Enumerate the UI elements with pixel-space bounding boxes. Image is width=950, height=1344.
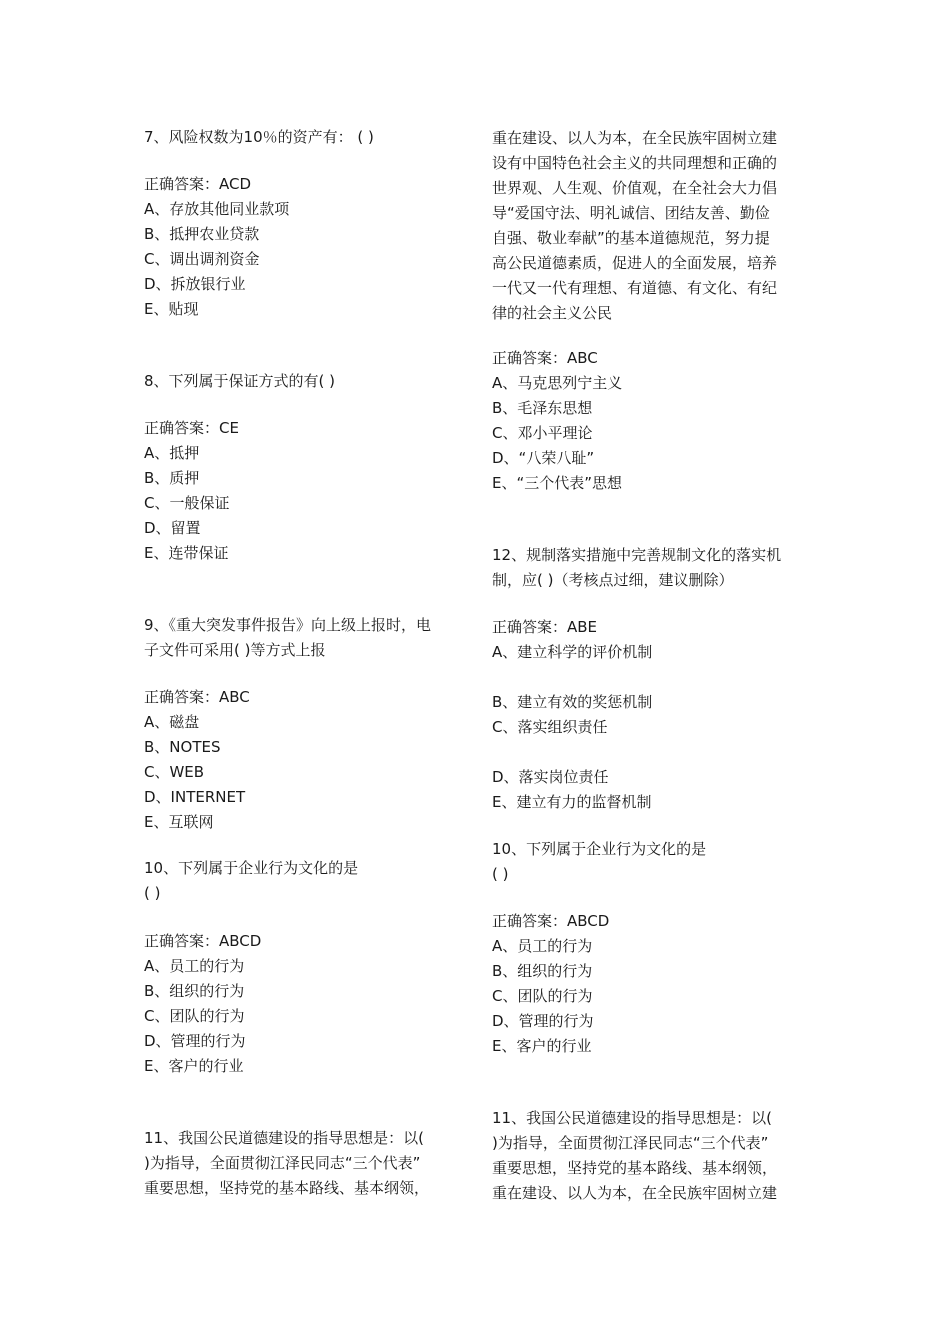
left-question-line: 10、下列属于企业行为文化的是 (144, 859, 359, 877)
left-answer-line: 正确答案：CE (144, 419, 239, 437)
right-answer-line: 正确答案：ABC (492, 349, 598, 367)
right-text-line: 高公民道德素质，促进人的全面发展，培养 (492, 254, 778, 272)
right-option-line: C、邓小平理论 (492, 424, 593, 442)
right-option-line: A、建立科学的评价机制 (492, 643, 653, 661)
left-option-line: E、互联网 (144, 813, 214, 831)
right-text-line: 重在建设、以人为本，在全民族牢固树立建 (492, 1184, 778, 1202)
right-option-line: A、马克思列宁主义 (492, 374, 623, 392)
left-option-line: B、组织的行为 (144, 982, 245, 1000)
right-text-line: 制，应( )（考核点过细，建议删除） (492, 571, 734, 589)
right-answer-line: 正确答案：ABCD (492, 912, 610, 930)
left-question-line: 11、我国公民道德建设的指导思想是：以( (144, 1129, 424, 1147)
left-option-line: E、连带保证 (144, 544, 229, 562)
right-answer-line: 正确答案：ABE (492, 618, 598, 636)
right-option-line: D、管理的行为 (492, 1012, 594, 1030)
right-option-line: E、“三个代表”思想 (492, 474, 623, 492)
right-text-line: 设有中国特色社会主义的共同理想和正确的 (492, 154, 778, 172)
left-option-line: B、质押 (144, 469, 200, 487)
right-text-line: 世界观、人生观、价值观，在全社会大力倡 (492, 179, 778, 197)
right-option-line: A、员工的行为 (492, 937, 593, 955)
left-option-line: E、贴现 (144, 300, 199, 318)
right-text-line: 一代又一代有理想、有道德、有文化、有纪 (492, 279, 778, 297)
right-option-line: C、落实组织责任 (492, 718, 608, 736)
left-text-line: ( ) (144, 884, 161, 902)
right-text-line: 导“爱国守法、明礼诚信、团结友善、勤俭 (492, 204, 770, 222)
left-option-line: C、调出调剂资金 (144, 250, 260, 268)
left-option-line: A、员工的行为 (144, 957, 245, 975)
left-option-line: B、NOTES (144, 738, 221, 756)
right-option-line: B、毛泽东思想 (492, 399, 593, 417)
left-option-line: A、存放其他同业款项 (144, 200, 290, 218)
left-answer-line: 正确答案：ABCD (144, 932, 262, 950)
left-option-line: C、团队的行为 (144, 1007, 245, 1025)
right-question-line: 11、我国公民道德建设的指导思想是：以( (492, 1109, 772, 1127)
left-option-line: D、留置 (144, 519, 201, 537)
left-option-line: A、磁盘 (144, 713, 200, 731)
left-question-line: 8、下列属于保证方式的有( ) (144, 372, 336, 390)
left-option-line: D、拆放银行业 (144, 275, 246, 293)
right-text-line: 律的社会主义公民 (492, 304, 613, 322)
left-option-line: C、WEB (144, 763, 205, 781)
left-text-line: 重要思想，坚持党的基本路线、基本纲领， (144, 1179, 430, 1197)
right-option-line: D、落实岗位责任 (492, 768, 609, 786)
left-option-line: D、INTERNET (144, 788, 246, 806)
left-option-line: A、抵押 (144, 444, 200, 462)
left-question-line: 9、《重大突发事件报告》向上级上报时，电 (144, 616, 432, 634)
right-option-line: E、客户的行业 (492, 1037, 592, 1055)
right-text-line: ( ) (492, 865, 509, 883)
left-option-line: E、客户的行业 (144, 1057, 244, 1075)
right-question-line: 10、下列属于企业行为文化的是 (492, 840, 707, 858)
left-option-line: D、管理的行为 (144, 1032, 246, 1050)
left-answer-line: 正确答案：ACD (144, 175, 252, 193)
left-question-line: 7、风险权数为10％的资产有： ( ) (144, 128, 374, 146)
left-text-line: )为指导，全面贯彻江泽民同志“三个代表” (144, 1154, 421, 1172)
right-option-line: E、建立有力的监督机制 (492, 793, 652, 811)
right-text-line: )为指导，全面贯彻江泽民同志“三个代表” (492, 1134, 769, 1152)
left-text-line: 子文件可采用( )等方式上报 (144, 641, 326, 659)
left-answer-line: 正确答案：ABC (144, 688, 250, 706)
right-text-line: 自强、敬业奉献”的基本道德规范，努力提 (492, 229, 770, 247)
left-option-line: B、抵押农业贷款 (144, 225, 260, 243)
right-option-line: B、建立有效的奖惩机制 (492, 693, 653, 711)
right-option-line: D、“八荣八耻” (492, 449, 595, 467)
left-option-line: C、一般保证 (144, 494, 230, 512)
right-option-line: B、组织的行为 (492, 962, 593, 980)
right-option-line: C、团队的行为 (492, 987, 593, 1005)
right-question-line: 12、规制落实措施中完善规制文化的落实机 (492, 546, 782, 564)
right-text-line: 重在建设、以人为本，在全民族牢固树立建 (492, 129, 778, 147)
right-text-line: 重要思想，坚持党的基本路线、基本纲领， (492, 1159, 778, 1177)
